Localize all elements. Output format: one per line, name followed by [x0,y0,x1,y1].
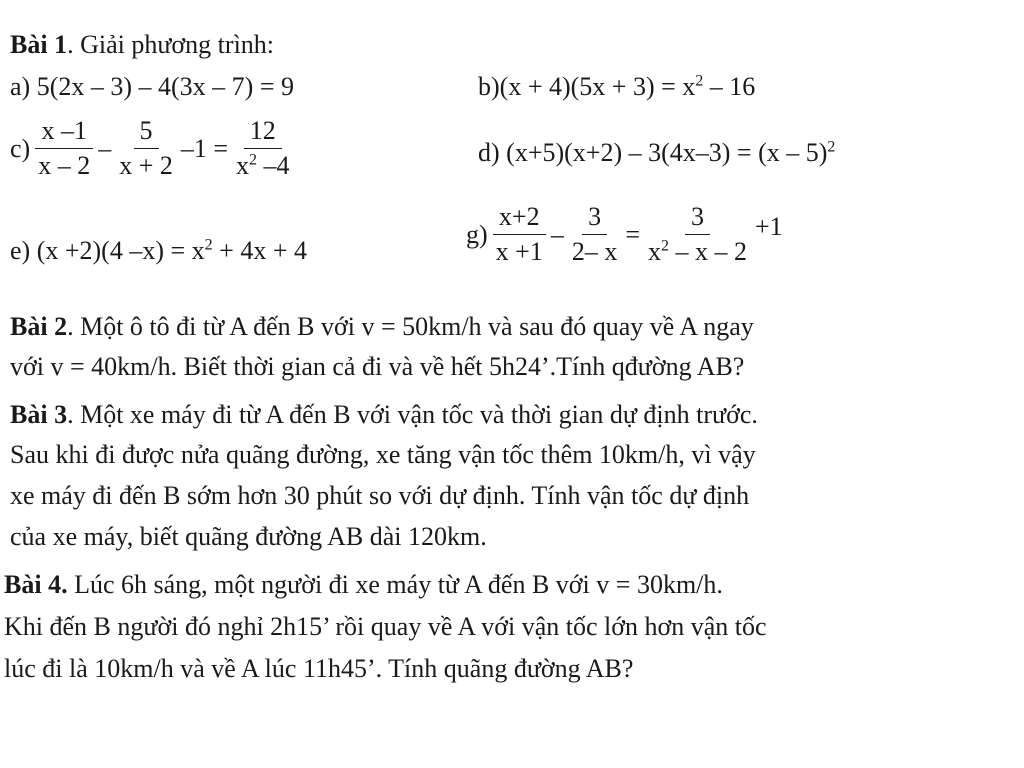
bai1-c-f1-num: x –1 [35,116,93,149]
bai1-b [478,72,755,102]
bai1-g-f3-den-exp: 2 [661,237,670,255]
bai1-c-label: c) [10,133,31,163]
bai1-c-f3-den-tail: –4 [257,151,290,180]
bai3-label: Bài 3 [10,400,68,429]
bai1-g-f3-den [642,235,753,267]
bai1-g-tail: +1 [755,212,783,241]
bai1-c-f1-den: x – 2 [38,151,91,180]
bai2-line-1 [10,312,754,342]
bai1-c-op1: – [98,133,112,163]
bai1-g-f2-den: 2– x [571,237,618,266]
bai1-c-fraction-2 [113,116,179,181]
bai1-g-label: g) [466,219,488,249]
bai1-b-tail: – 16 [703,72,756,101]
bai2-label: Bài 2 [10,312,68,341]
bai1-e [10,236,307,266]
bai4-text-1: Lúc 6h sáng, một người đi xe máy từ A đến B với v = 30km/h. [67,570,723,599]
bai1-heading: . Giải phương trình: [67,30,275,59]
bai1-c-fraction-1 [32,116,96,181]
bai1-g-f3-den-main: x [648,237,662,266]
bai1-c-f3-num: 12 [244,116,282,149]
bai1-e-exp: 2 [204,236,213,254]
bai3-line-2: Sau khi đi được nửa quãng đường, xe tăng vận tốc thêm 10km/h, vì vậy [10,440,756,469]
bai1-d-exp: 2 [827,138,836,156]
bai1-g-fraction-3 [642,202,753,267]
bai3-line-4: của xe máy, biết quãng đường AB dài 120km. [10,522,487,551]
bai2-text-1: . Một ô tô đi từ A đến B với v = 50km/h và sau đó quay về A ngay [67,312,754,341]
bai1-c-f2-den: x + 2 [119,151,173,180]
bai1-c-f3-den-main: x [236,151,250,180]
bai3-line-3: xe máy đi đến B sớm hơn 30 phút so với dự định. Tính vận tốc dự định [10,481,750,510]
bai1-g-op2: = [625,219,641,249]
bai1-d-main: d) (x+5)(x+2) – 3(4x–3) = (x – 5) [478,138,828,167]
bai1-e-tail: + 4x + 4 [212,236,307,265]
bai1-g-f3-num: 3 [685,202,710,235]
bai1-g-fraction-1 [490,202,549,267]
bai4-line-1 [4,570,723,600]
bai1-g-op1: – [550,219,564,249]
bai1-g-f2-num: 3 [582,202,607,235]
bai1-c-rest: –1 = [180,133,229,163]
bai4-label: Bài 4. [4,570,68,599]
bai1-d [478,138,835,168]
bai4-line-3: lúc đi là 10km/h và về A lúc 11h45’. Tính quãng đường AB? [4,654,634,683]
bai1-g [466,202,783,267]
bai3-text-1: . Một xe máy đi từ A đến B với vận tốc và thời gian dự định trước. [67,400,758,429]
bai1-c [10,116,298,181]
bai1-b-main: b)(x + 4)(5x + 3) = x [478,72,696,101]
bai1-a: a) 5(2x – 3) – 4(3x – 7) = 9 [10,72,294,101]
bai1-c-f2-num: 5 [134,116,159,149]
bai1-g-f1-den: x +1 [495,237,543,266]
bai1-b-exp: 2 [695,72,704,90]
bai1-c-f3-den [230,149,296,181]
bai1-c-fraction-3 [230,116,296,181]
bai3-line-1 [10,400,758,430]
bai1-title [10,30,274,60]
bai4-line-2: Khi đến B người đó nghỉ 2h15’ rồi quay về A với vận tốc lớn hơn vận tốc [4,612,767,641]
bai1-g-f1-num: x+2 [493,202,546,235]
bai1-g-fraction-2 [566,202,624,267]
bai1-c-f3-den-exp: 2 [249,151,258,169]
bai1-g-f3-den-tail: – x – 2 [669,237,748,266]
bai1-e-main: e) (x +2)(4 –x) = x [10,236,205,265]
bai1-label: Bài 1 [10,30,68,59]
bai2-line-2: với v = 40km/h. Biết thời gian cả đi và về hết 5h24’.Tính qđường AB? [10,352,745,381]
